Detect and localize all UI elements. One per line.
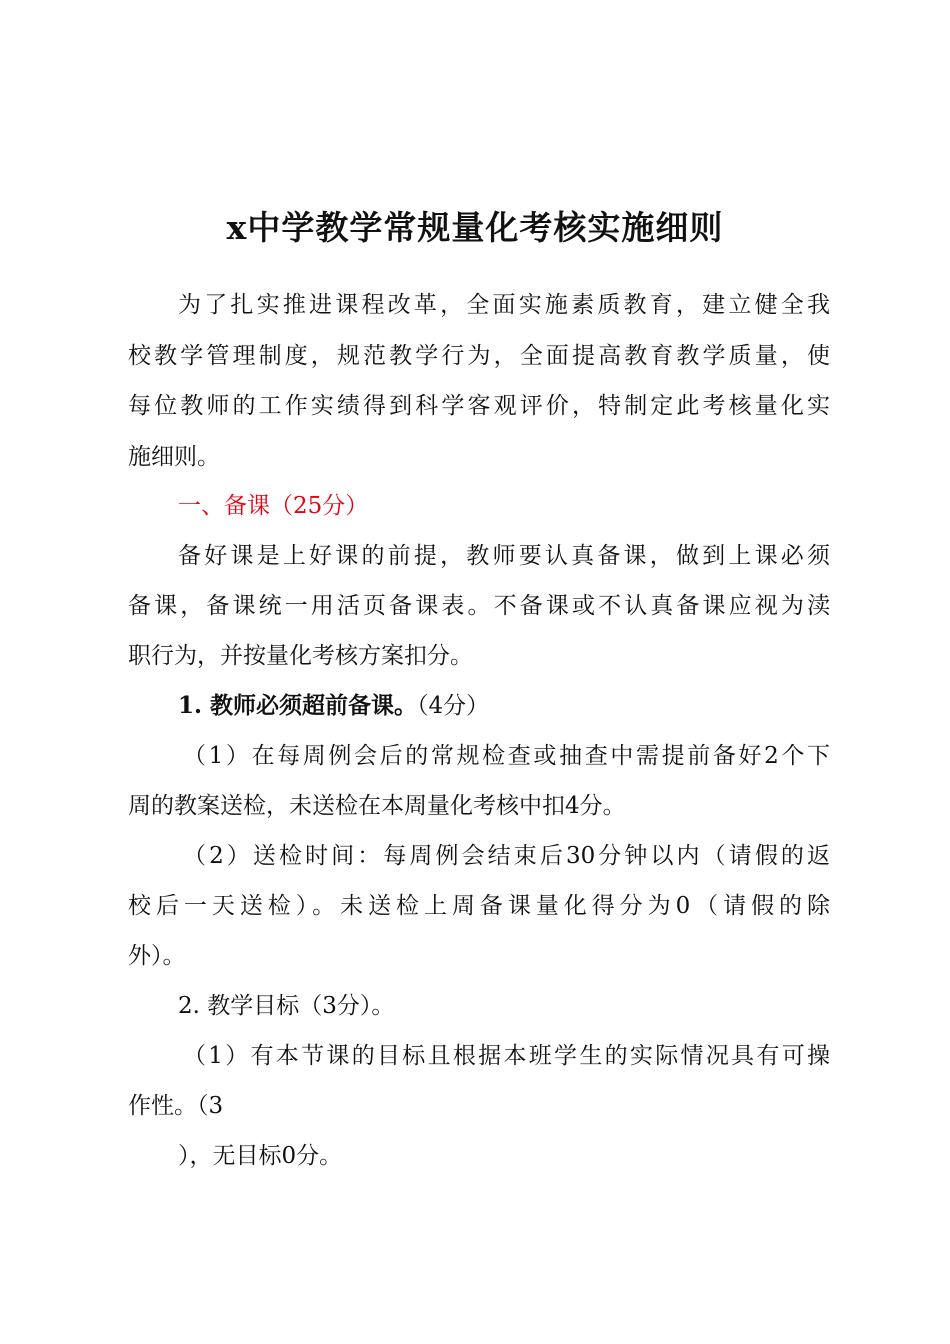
section-body-line-3: 职行为，并按量化考核方案扣分。: [128, 643, 473, 669]
item1-score: （4分）: [417, 693, 490, 719]
intro-line-1: 为了扎实推进课程改革，全面实施素质教育，建立健全我: [178, 292, 830, 318]
section-heading: 一、备课（25分）: [178, 493, 369, 519]
intro-line-4: 施细则。: [128, 444, 220, 470]
item2-heading: 2. 教学目标（3分）。: [178, 993, 395, 1019]
item1-sub2-line-1: （2）送检时间：每周例会结束后30分钟以内（请假的返: [183, 843, 830, 869]
section-body-line-2: 备课，备课统一用活页备课表。不备课或不认真备课应视为渎: [128, 593, 830, 619]
item2-sub1-line-1: （1）有本节课的目标且根据本班学生的实际情况具有可操: [183, 1043, 830, 1069]
item1-heading: [178, 690, 489, 722]
item2-sub1-line-2: 作性。（3: [128, 1093, 224, 1119]
intro-line-2: 校教学管理制度，规范教学行为，全面提高教育教学质量，使: [128, 343, 830, 369]
document-title: x中学教学常规量化考核实施细则: [226, 208, 724, 247]
intro-line-3: 每位教师的工作实绩得到科学客观评价，特制定此考核量化实: [128, 393, 830, 419]
item1-sub1-line-2: 周的教案送检，未送检在本周量化考核中扣4分。: [128, 793, 626, 819]
item2-sub1-line-3: ），无目标0分。: [178, 1143, 343, 1169]
item1-sub2-line-3: 外）。: [128, 943, 186, 969]
item1-sub2-line-2: 校后一天送检）。未送检上周备课量化得分为0（请假的除: [128, 893, 830, 919]
item1-sub1-line-1: （1）在每周例会后的常规检查或抽查中需提前备好2个下: [183, 743, 830, 769]
section-body-line-1: 备好课是上好课的前提，教师要认真备课，做到上课必须: [178, 543, 830, 569]
item1-heading-text: 1. 教师必须超前备课。: [178, 692, 418, 719]
